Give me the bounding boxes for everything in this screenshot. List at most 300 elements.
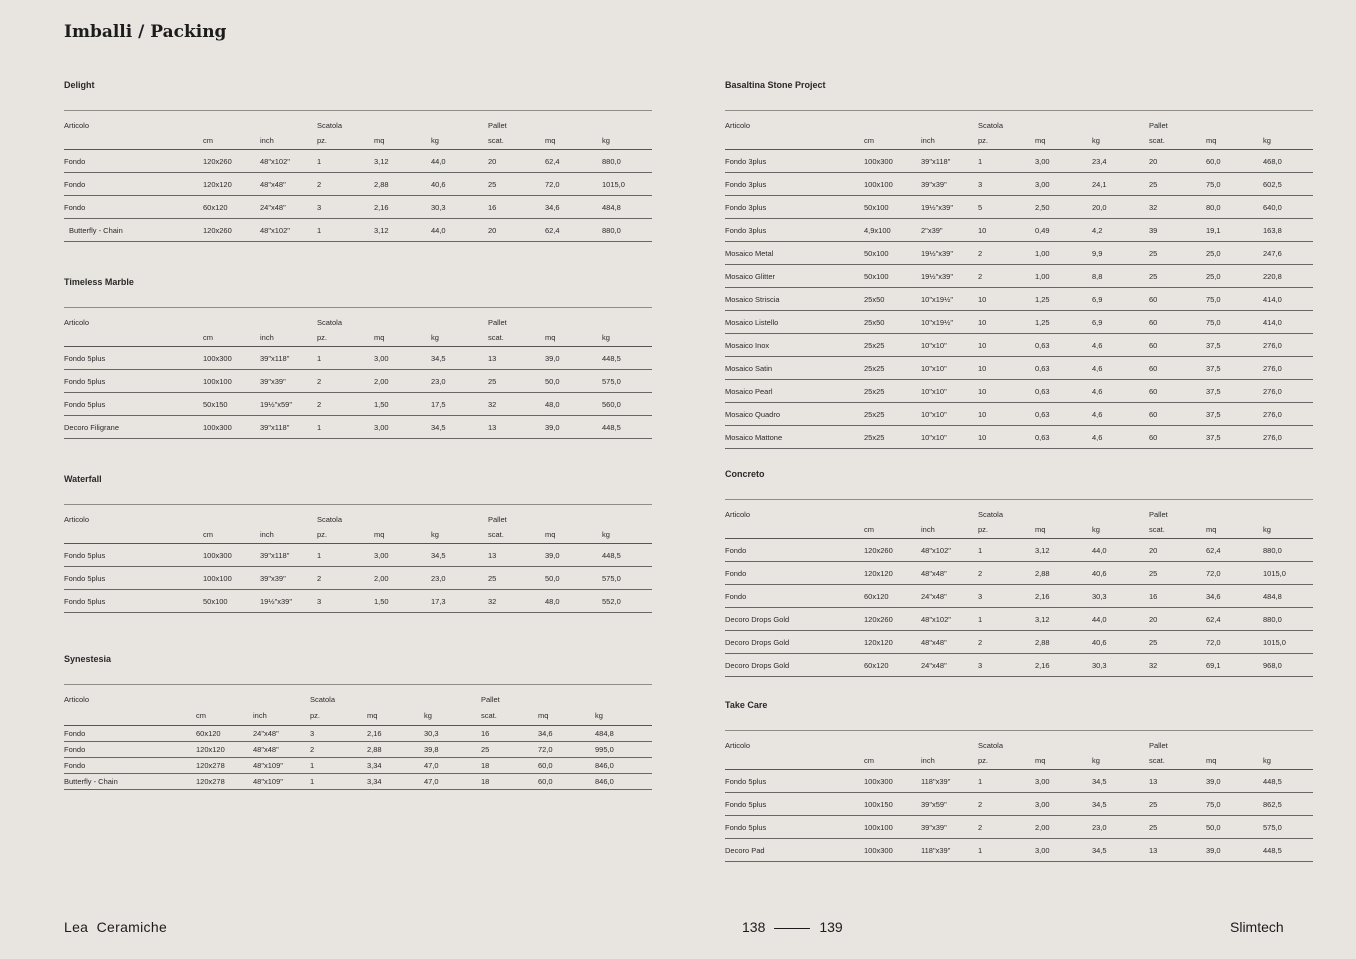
cell-value: 39,0 xyxy=(1206,770,1263,793)
cell-value: 48"x48" xyxy=(921,562,978,585)
cell-value: 37,5 xyxy=(1206,380,1263,403)
cell-value: 9,9 xyxy=(1092,242,1149,265)
cell-value: 39,0 xyxy=(545,416,602,439)
cell-value: 23,4 xyxy=(1092,150,1149,173)
cell-value: 30,3 xyxy=(1092,585,1149,608)
cell-value: 846,0 xyxy=(595,774,652,790)
cell-value: 3,00 xyxy=(1035,793,1092,816)
cell-value: 60 xyxy=(1149,311,1206,334)
article-name: Mosaico Mattone xyxy=(725,426,864,449)
article-name: Fondo xyxy=(64,742,196,758)
cell-value: 3,00 xyxy=(374,416,431,439)
header-empty xyxy=(431,308,488,329)
cell-value: 72,0 xyxy=(1206,562,1263,585)
header-scat: scat. xyxy=(488,131,545,150)
header-pz: pz. xyxy=(978,751,1035,770)
packing-table xyxy=(64,110,652,242)
cell-value: 18 xyxy=(481,774,538,790)
cell-value: 23,0 xyxy=(431,370,488,393)
header-kg: kg xyxy=(1092,751,1149,770)
cell-value: 2,16 xyxy=(367,726,424,742)
article-name: Fondo xyxy=(725,562,864,585)
cell-value: 118"x39" xyxy=(921,770,978,793)
header-empty xyxy=(374,505,431,526)
section-basaltina-stone-project xyxy=(725,80,1313,449)
cell-value: 60 xyxy=(1149,288,1206,311)
cell-value: 39"x39" xyxy=(921,173,978,196)
header-empty xyxy=(921,500,978,521)
article-name: Decoro Drops Gold xyxy=(725,631,864,654)
cell-value: 60,0 xyxy=(1206,150,1263,173)
header-kg: kg xyxy=(595,705,652,726)
cell-value: 19½"x59" xyxy=(260,393,317,416)
cell-value: 10 xyxy=(978,357,1035,380)
cell-value: 2 xyxy=(978,631,1035,654)
header-kg: kg xyxy=(1263,751,1313,770)
header-empty xyxy=(424,685,481,706)
table-row xyxy=(64,758,652,774)
header-scatola: Scatola xyxy=(317,308,374,329)
cell-value: 10 xyxy=(978,334,1035,357)
header-empty xyxy=(545,505,602,526)
cell-value: 1 xyxy=(978,770,1035,793)
cell-value: 39 xyxy=(1149,219,1206,242)
cell-value: 19,1 xyxy=(1206,219,1263,242)
cell-value: 25 xyxy=(1149,173,1206,196)
header-kg: kg xyxy=(602,525,652,544)
cell-value: 34,5 xyxy=(1092,839,1149,862)
article-name: Butterfly - Chain xyxy=(64,774,196,790)
cell-value: 60x120 xyxy=(203,196,260,219)
cell-value: 118"x39" xyxy=(921,839,978,862)
cell-value: 3,34 xyxy=(367,774,424,790)
header-empty xyxy=(1035,731,1092,752)
article-name: Fondo 3plus xyxy=(725,219,864,242)
cell-value: 2 xyxy=(317,567,374,590)
cell-value: 4,6 xyxy=(1092,334,1149,357)
cell-value: 39"x39" xyxy=(921,816,978,839)
cell-value: 17,3 xyxy=(431,590,488,613)
header-empty xyxy=(367,685,424,706)
packing-table xyxy=(725,499,1313,677)
table-row xyxy=(64,173,652,196)
cell-value: 34,5 xyxy=(431,544,488,567)
header-empty xyxy=(1092,500,1149,521)
section-title: Concreto xyxy=(725,469,765,479)
header-inch: inch xyxy=(921,520,978,539)
header-empty xyxy=(864,731,921,752)
cell-value: 0,63 xyxy=(1035,380,1092,403)
cell-value: 62,4 xyxy=(1206,539,1263,562)
cell-value: 19½"x39" xyxy=(921,242,978,265)
header-pallet: Pallet xyxy=(488,308,545,329)
cell-value: 19½"x39" xyxy=(921,265,978,288)
header-kg: kg xyxy=(431,525,488,544)
article-name: Fondo xyxy=(64,758,196,774)
cell-value: 1015,0 xyxy=(1263,562,1313,585)
cell-value: 220,8 xyxy=(1263,265,1313,288)
cell-value: 1 xyxy=(978,839,1035,862)
cell-value: 2,16 xyxy=(1035,654,1092,677)
cell-value: 25 xyxy=(488,370,545,393)
table-row xyxy=(64,567,652,590)
header-empty xyxy=(725,751,864,770)
header-empty xyxy=(725,131,864,150)
cell-value: 37,5 xyxy=(1206,426,1263,449)
cell-value: 2 xyxy=(317,370,374,393)
header-scat: scat. xyxy=(488,328,545,347)
cell-value: 75,0 xyxy=(1206,793,1263,816)
cell-value: 25 xyxy=(481,742,538,758)
section-title: Synestesia xyxy=(64,654,112,664)
cell-value: 10"x19½" xyxy=(921,311,978,334)
cell-value: 25 xyxy=(1149,631,1206,654)
cell-value: 276,0 xyxy=(1263,426,1313,449)
cell-value: 34,5 xyxy=(431,416,488,439)
page-numbers xyxy=(742,919,843,935)
cell-value: 2"x39" xyxy=(921,219,978,242)
header-empty xyxy=(864,111,921,132)
cell-value: 32 xyxy=(1149,654,1206,677)
cell-value: 3,00 xyxy=(1035,150,1092,173)
cell-value: 4,6 xyxy=(1092,426,1149,449)
table-row xyxy=(725,816,1313,839)
cell-value: 50,0 xyxy=(1206,816,1263,839)
cell-value: 414,0 xyxy=(1263,288,1313,311)
header-empty xyxy=(602,505,652,526)
cell-value: 4,6 xyxy=(1092,403,1149,426)
table-row xyxy=(64,370,652,393)
cell-value: 100x300 xyxy=(203,416,260,439)
cell-value: 16 xyxy=(488,196,545,219)
article-name: Fondo xyxy=(64,173,203,196)
cell-value: 602,5 xyxy=(1263,173,1313,196)
article-name: Mosaico Satin xyxy=(725,357,864,380)
footer-brand-left: Lea Ceramiche xyxy=(64,919,168,935)
cell-value: 1,50 xyxy=(374,393,431,416)
article-name: Mosaico Quadro xyxy=(725,403,864,426)
cell-value: 1,00 xyxy=(1035,265,1092,288)
table-row xyxy=(725,357,1313,380)
table-row xyxy=(725,654,1313,677)
section-title: Basaltina Stone Project xyxy=(725,80,826,90)
cell-value: 2 xyxy=(310,742,367,758)
cell-value: 44,0 xyxy=(1092,539,1149,562)
cell-value: 75,0 xyxy=(1206,288,1263,311)
header-empty xyxy=(374,308,431,329)
article-name: Fondo 5plus xyxy=(725,793,864,816)
cell-value: 100x300 xyxy=(864,150,921,173)
cell-value: 1,25 xyxy=(1035,288,1092,311)
cell-value: 1,25 xyxy=(1035,311,1092,334)
cell-value: 25 xyxy=(1149,265,1206,288)
header-empty xyxy=(374,111,431,132)
cell-value: 48"x102" xyxy=(921,539,978,562)
header-empty xyxy=(203,308,260,329)
cell-value: 10"x10" xyxy=(921,403,978,426)
cell-value: 40,6 xyxy=(431,173,488,196)
cell-value: 10 xyxy=(978,219,1035,242)
table-row xyxy=(64,347,652,370)
cell-value: 10"x10" xyxy=(921,426,978,449)
cell-value: 1 xyxy=(310,758,367,774)
cell-value: 47,0 xyxy=(424,774,481,790)
header-empty xyxy=(545,308,602,329)
cell-value: 24"x48" xyxy=(921,585,978,608)
cell-value: 448,5 xyxy=(602,347,652,370)
header-cm: cm xyxy=(203,525,260,544)
cell-value: 18 xyxy=(481,758,538,774)
header-pz: pz. xyxy=(317,328,374,347)
cell-value: 100x300 xyxy=(203,347,260,370)
cell-value: 3 xyxy=(317,590,374,613)
cell-value: 1015,0 xyxy=(1263,631,1313,654)
cell-value: 23,0 xyxy=(431,567,488,590)
cell-value: 75,0 xyxy=(1206,173,1263,196)
cell-value: 34,5 xyxy=(1092,793,1149,816)
page-number-left: 138 xyxy=(742,919,766,935)
cell-value: 48,0 xyxy=(545,393,602,416)
cell-value: 39"x39" xyxy=(260,370,317,393)
cell-value: 20 xyxy=(488,150,545,173)
header-kg: kg xyxy=(1092,520,1149,539)
article-name: Fondo 5plus xyxy=(725,816,864,839)
cell-value: 2,50 xyxy=(1035,196,1092,219)
cell-value: 48"x102" xyxy=(260,150,317,173)
cell-value: 120x260 xyxy=(864,608,921,631)
header-cm: cm xyxy=(864,751,921,770)
header-kg: kg xyxy=(602,328,652,347)
cell-value: 120x120 xyxy=(864,562,921,585)
page-divider xyxy=(774,928,810,929)
article-name: Fondo xyxy=(725,585,864,608)
cell-value: 32 xyxy=(488,590,545,613)
cell-value: 3 xyxy=(317,196,374,219)
cell-value: 25 xyxy=(1149,242,1206,265)
cell-value: 2 xyxy=(317,393,374,416)
section-title: Timeless Marble xyxy=(64,277,134,287)
table-row xyxy=(725,288,1313,311)
article-name: Fondo 3plus xyxy=(725,173,864,196)
header-scatola: Scatola xyxy=(317,111,374,132)
cell-value: 48"x102" xyxy=(921,608,978,631)
header-articolo: Articolo xyxy=(725,111,864,132)
cell-value: 640,0 xyxy=(1263,196,1313,219)
cell-value: 50x100 xyxy=(864,196,921,219)
header-mq: mq xyxy=(1035,131,1092,150)
header-kg: kg xyxy=(424,705,481,726)
cell-value: 3,12 xyxy=(1035,539,1092,562)
cell-value: 3,34 xyxy=(367,758,424,774)
header-scatola: Scatola xyxy=(978,731,1035,752)
header-empty xyxy=(1092,731,1149,752)
cell-value: 468,0 xyxy=(1263,150,1313,173)
cell-value: 25 xyxy=(488,567,545,590)
packing-table xyxy=(64,684,652,790)
header-pallet: Pallet xyxy=(481,685,538,706)
cell-value: 13 xyxy=(1149,770,1206,793)
header-kg: kg xyxy=(431,328,488,347)
table-row xyxy=(725,150,1313,173)
header-empty xyxy=(196,685,253,706)
cell-value: 20 xyxy=(1149,608,1206,631)
cell-value: 2,88 xyxy=(1035,631,1092,654)
cell-value: 39,0 xyxy=(545,544,602,567)
cell-value: 2 xyxy=(978,562,1035,585)
article-name: Fondo xyxy=(64,196,203,219)
cell-value: 60x120 xyxy=(196,726,253,742)
cell-value: 10 xyxy=(978,311,1035,334)
header-scatola: Scatola xyxy=(310,685,367,706)
header-pallet: Pallet xyxy=(488,111,545,132)
cell-value: 25,0 xyxy=(1206,242,1263,265)
table-row xyxy=(725,219,1313,242)
cell-value: 62,4 xyxy=(545,150,602,173)
cell-value: 0,63 xyxy=(1035,403,1092,426)
cell-value: 276,0 xyxy=(1263,380,1313,403)
header-cm: cm xyxy=(864,520,921,539)
cell-value: 13 xyxy=(488,347,545,370)
cell-value: 1 xyxy=(317,219,374,242)
cell-value: 25x25 xyxy=(864,380,921,403)
header-pz: pz. xyxy=(978,520,1035,539)
cell-value: 2 xyxy=(978,265,1035,288)
cell-value: 10"x19½" xyxy=(921,288,978,311)
cell-value: 880,0 xyxy=(1263,539,1313,562)
cell-value: 47,0 xyxy=(424,758,481,774)
cell-value: 1015,0 xyxy=(602,173,652,196)
header-empty xyxy=(431,505,488,526)
cell-value: 968,0 xyxy=(1263,654,1313,677)
cell-value: 44,0 xyxy=(431,150,488,173)
article-name: Fondo xyxy=(64,150,203,173)
cell-value: 4,6 xyxy=(1092,357,1149,380)
header-cm: cm xyxy=(203,131,260,150)
cell-value: 448,5 xyxy=(602,544,652,567)
header-pallet: Pallet xyxy=(1149,111,1206,132)
cell-value: 2,00 xyxy=(1035,816,1092,839)
cell-value: 120x278 xyxy=(196,758,253,774)
cell-value: 30,3 xyxy=(1092,654,1149,677)
cell-value: 44,0 xyxy=(1092,608,1149,631)
cell-value: 552,0 xyxy=(602,590,652,613)
article-name: Mosaico Striscia xyxy=(725,288,864,311)
cell-value: 10 xyxy=(978,426,1035,449)
header-mq: mq xyxy=(374,525,431,544)
table-row xyxy=(725,608,1313,631)
article-name: Fondo 5plus xyxy=(64,347,203,370)
cell-value: 39"x118" xyxy=(921,150,978,173)
header-kg: kg xyxy=(1092,131,1149,150)
cell-value: 3 xyxy=(978,585,1035,608)
cell-value: 32 xyxy=(1149,196,1206,219)
header-empty xyxy=(1035,500,1092,521)
header-pz: pz. xyxy=(310,705,367,726)
cell-value: 69,1 xyxy=(1206,654,1263,677)
cell-value: 276,0 xyxy=(1263,403,1313,426)
header-empty xyxy=(260,505,317,526)
cell-value: 25x50 xyxy=(864,288,921,311)
table-row xyxy=(725,242,1313,265)
cell-value: 34,5 xyxy=(431,347,488,370)
section-title: Waterfall xyxy=(64,474,102,484)
article-name: Decoro Filigrane xyxy=(64,416,203,439)
cell-value: 60x120 xyxy=(864,654,921,677)
cell-value: 1 xyxy=(978,539,1035,562)
table-row xyxy=(725,585,1313,608)
cell-value: 48,0 xyxy=(545,590,602,613)
header-empty xyxy=(64,328,203,347)
article-name: Mosaico Listello xyxy=(725,311,864,334)
cell-value: 3,12 xyxy=(374,150,431,173)
cell-value: 16 xyxy=(1149,585,1206,608)
cell-value: 50,0 xyxy=(545,567,602,590)
cell-value: 0,63 xyxy=(1035,426,1092,449)
cell-value: 880,0 xyxy=(602,219,652,242)
cell-value: 20 xyxy=(1149,539,1206,562)
table-row xyxy=(725,334,1313,357)
packing-table xyxy=(725,730,1313,862)
cell-value: 17,5 xyxy=(431,393,488,416)
cell-value: 5 xyxy=(978,196,1035,219)
header-kg: kg xyxy=(1263,520,1313,539)
cell-value: 1 xyxy=(978,608,1035,631)
table-row xyxy=(725,196,1313,219)
cell-value: 575,0 xyxy=(602,567,652,590)
cell-value: 39"x118" xyxy=(260,416,317,439)
cell-value: 48"x109" xyxy=(253,774,310,790)
article-name: Fondo 5plus xyxy=(64,590,203,613)
cell-value: 50x100 xyxy=(203,590,260,613)
section-title: Delight xyxy=(64,80,95,90)
table-row xyxy=(725,426,1313,449)
header-kg: kg xyxy=(1263,131,1313,150)
header-empty xyxy=(260,308,317,329)
header-mq: mq xyxy=(545,131,602,150)
cell-value: 62,4 xyxy=(1206,608,1263,631)
cell-value: 60 xyxy=(1149,403,1206,426)
packing-table xyxy=(725,110,1313,449)
header-empty xyxy=(864,500,921,521)
cell-value: 72,0 xyxy=(1206,631,1263,654)
cell-value: 3,12 xyxy=(374,219,431,242)
section-delight xyxy=(64,80,652,242)
cell-value: 880,0 xyxy=(1263,608,1313,631)
cell-value: 4,9x100 xyxy=(864,219,921,242)
article-name: Mosaico Glitter xyxy=(725,265,864,288)
cell-value: 24,1 xyxy=(1092,173,1149,196)
header-scat: scat. xyxy=(481,705,538,726)
header-pallet: Pallet xyxy=(1149,731,1206,752)
header-inch: inch xyxy=(260,131,317,150)
header-mq: mq xyxy=(1035,520,1092,539)
cell-value: 120x260 xyxy=(203,150,260,173)
article-name: Fondo 5plus xyxy=(725,770,864,793)
cell-value: 448,5 xyxy=(602,416,652,439)
header-articolo: Articolo xyxy=(64,505,203,526)
header-empty xyxy=(64,705,196,726)
cell-value: 25x25 xyxy=(864,357,921,380)
cell-value: 1 xyxy=(317,150,374,173)
header-articolo: Articolo xyxy=(64,308,203,329)
table-row xyxy=(64,774,652,790)
cell-value: 19½"x39" xyxy=(260,590,317,613)
cell-value: 2,16 xyxy=(1035,585,1092,608)
cell-value: 50,0 xyxy=(545,370,602,393)
cell-value: 44,0 xyxy=(431,219,488,242)
cell-value: 995,0 xyxy=(595,742,652,758)
cell-value: 484,8 xyxy=(595,726,652,742)
